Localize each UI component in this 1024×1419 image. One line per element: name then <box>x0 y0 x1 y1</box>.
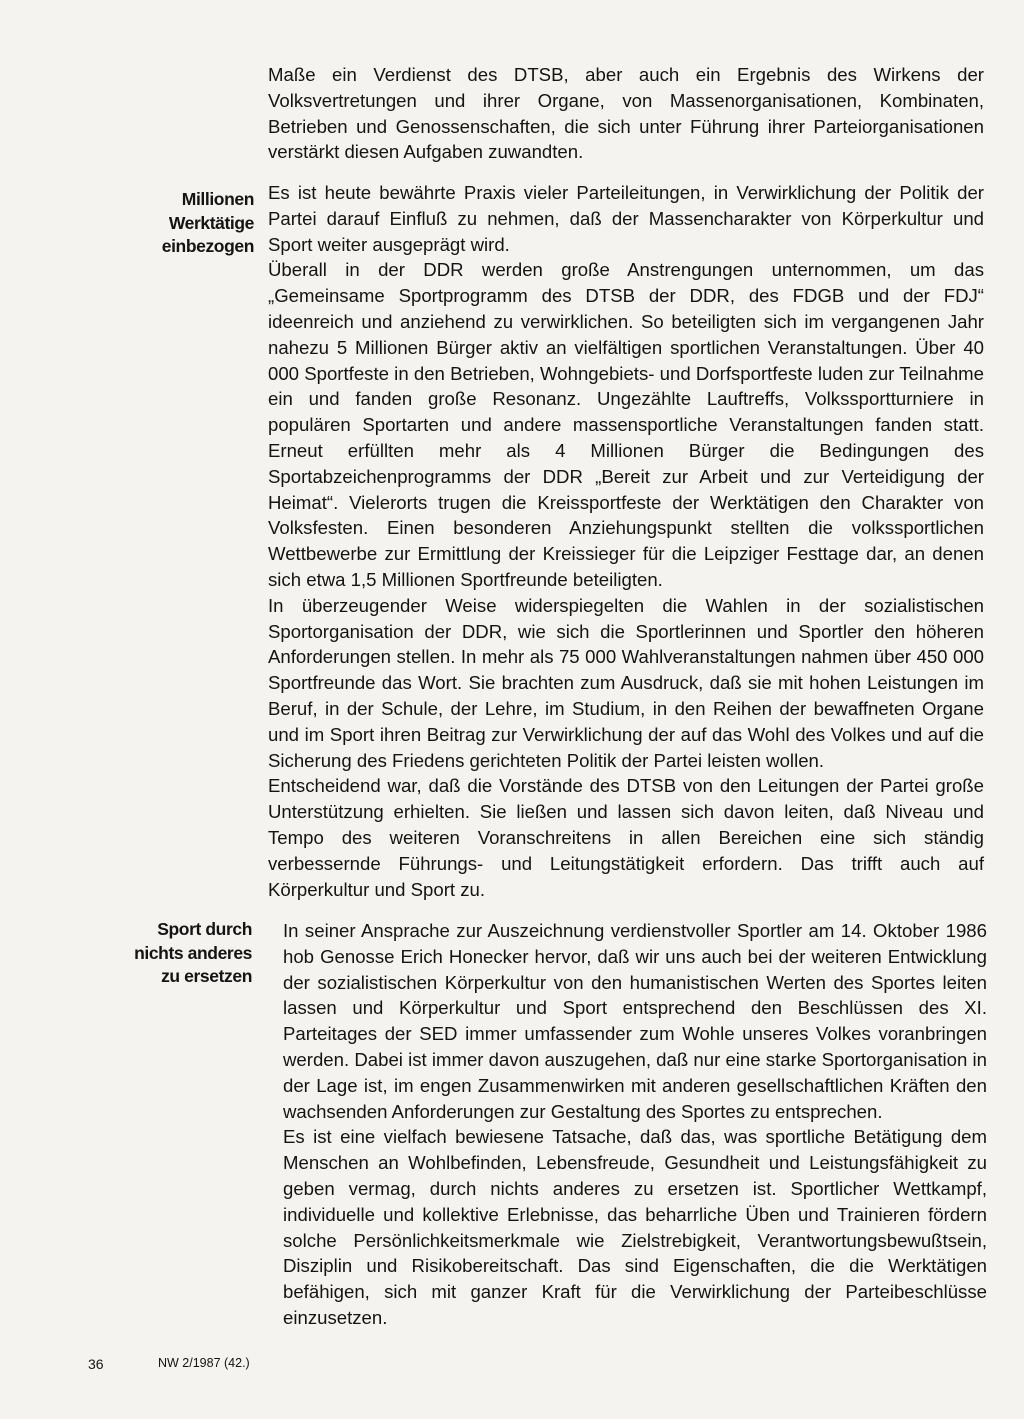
article-continuation-block <box>268 62 984 165</box>
margin-heading-line: Sport durch <box>157 919 252 939</box>
section-sport-durch-nichts-body <box>283 918 987 1331</box>
margin-heading-line: einbezogen <box>161 236 254 256</box>
paragraph: Maße ein Verdienst des DTSB, aber auch ein Ergebnis des Wirkens der Volksvertretungen und ihrer Organe, von Massenorganisationen, Kombinaten, Betrieben und Genossenschaften, die sich unter Führung ihrer Parteiorganisationen verstärkt diesen Aufgaben zuwandten. <box>268 64 984 163</box>
issue-reference: NW 2/1987 (42.) <box>158 1356 250 1370</box>
section-millionen-werktaetige-body <box>268 180 984 902</box>
margin-heading-line: Werktätige <box>168 212 254 233</box>
page-number: 36 <box>88 1356 104 1372</box>
margin-heading-millionen-werktaetige <box>84 188 254 259</box>
paragraph: Es ist eine vielfach bewiesene Tatsache, daß das, was sportliche Betätigung dem Menschen an Wohlbefinden, Lebensfreude, Gesundheit und Leistungsfähigkeit zu geben vermag, durch nichts anderes zu ersetzen ist. Sportlicher Wettkampf, individuelle und kollektive Erlebnisse, das beharrliche Üben und Trainieren fördern solche Persönlichkeitsmerkmale wie Zielstrebigkeit, Verantwortungsbewußtsein, Disziplin und Risikobereitschaft. Das sind Eigenschaften, die die Werktätigen befähigen, sich mit ganzer Kraft für die Verwirklichung der Parteibeschlüsse einzusetzen. <box>283 1126 987 1328</box>
margin-heading-line: zu ersetzen <box>161 966 252 986</box>
paragraph: Es ist heute bewährte Praxis vieler Parteileitungen, in Verwirklichung der Politik der Partei darauf Einfluß zu nehmen, daß der Massencharakter von Körperkultur und Sport weiter ausgeprägt wird. <box>268 182 984 255</box>
margin-heading-sport-durch-nichts <box>82 918 252 989</box>
paragraph: In seiner Ansprache zur Auszeichnung verdienstvoller Sportler am 14. Oktober 1986 hob Genosse Erich Honecker hervor, daß wir uns auch bei der weiteren Entwicklung der sozialistischen Körperkultur von den humanistischen Werten des Sportes leiten lassen und Körperkultur und Sport entsprechend den Beschlüssen des XI. Parteitages der SED immer umfassender zum Wohle unseres Volkes voranbringen werden. Dabei ist immer davon auszugehen, daß nur eine starke Sportorganisation in der Lage ist, im engen Zusammenwirken mit anderen gesellschaftlichen Kräften den wachsenden Anforderungen zur Gestaltung des Sportes zu entsprechen. <box>283 920 987 1122</box>
margin-heading-line: Millionen <box>181 189 254 209</box>
paragraph: In überzeugender Weise widerspiegelten die Wahlen in der sozialistischen Sportorganisation der DDR, wie sich die Sportlerinnen und Sportler den höheren Anforderungen stellen. In mehr als 75 000 Wahlveranstaltungen nahmen über 450 000 Sportfreunde das Wort. Sie brachten zum Ausdruck, daß sie mit hohen Leistungen im Beruf, in der Schule, der Lehre, im Studium, in den Reihen der bewaffneten Organe und im Sport ihren Beitrag zur Verwirklichung der auf das Wohl des Volkes und auf die Sicherung des Friedens gerichteten Politik der Partei leisten wollen. <box>268 594 984 771</box>
margin-heading-line: nichts anderes <box>134 942 252 963</box>
paragraph: Überall in der DDR werden große Anstrengungen unternommen, um das „Gemeinsame Sportprogramm des DTSB der DDR, des FDGB und der FDJ“ ideenreich und anziehend zu verwirklichen. So beteiligten sich im vergangenen Jahr nahezu 5 Millionen Bürger aktiv an vielfältigen sportlichen Veranstaltungen. Über 40 000 Sportfeste in den Betrieben, Wohngebiets- und Dorfsportfeste luden zur Teilnahme ein und fanden große Resonanz. Ungezählte Lauftreffs, Volkssportturniere in populären Sportarten und andere massensportliche Veranstaltungen fanden statt. Erneut erfüllten mehr als 4 Millionen Bürger die Bedingungen des Sportabzeichenprogramms der DDR „Bereit zur Arbeit und zur Verteidigung der Heimat“. Vielerorts trugen die Kreissportfeste der Werktätigen den Charakter von Volksfesten. Einen besonderen Anziehungspunkt stellten die volkssportlichen Wettbewerbe zur Ermittlung der Kreissieger für die Leipziger Festtage dar, an denen sich etwa 1,5 Millionen Sportfreunde beteiligten. <box>268 259 984 590</box>
paragraph: Entscheidend war, daß die Vorstände des DTSB von den Leitungen der Partei große Unterstützung erhielten. Sie ließen und lassen sich davon leiten, daß Niveau und Tempo des weiteren Voranschreitens in allen Bereichen eine sich ständig verbessernde Führungs- und Leitungstätigkeit erfordern. Das trifft auch auf Körperkultur und Sport zu. <box>268 775 984 900</box>
